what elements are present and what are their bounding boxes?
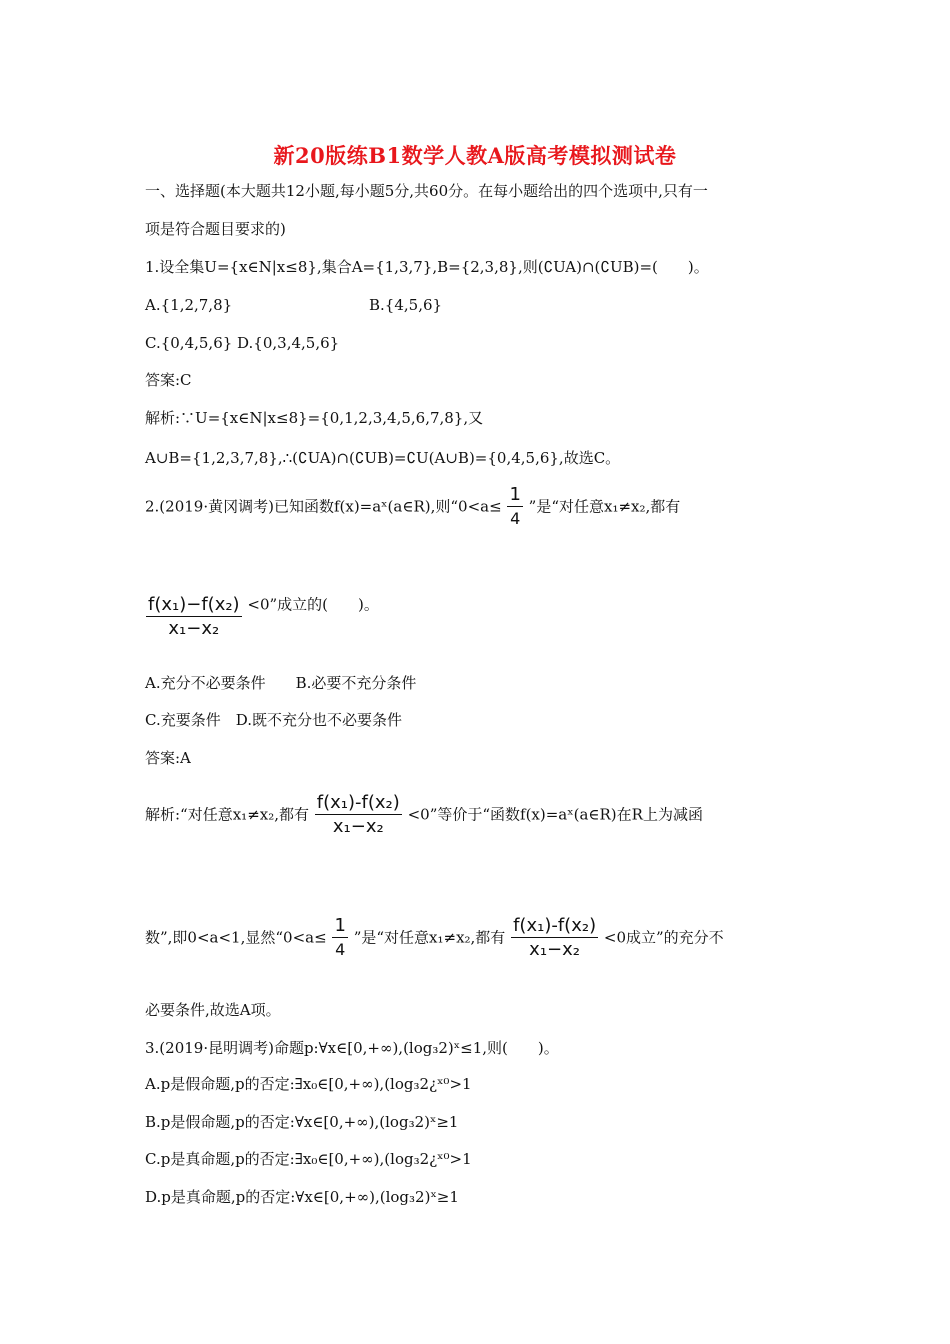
q2-condition-line [145, 594, 379, 641]
q2-analysis2-numerator: f(x₁)-f(x₂) [513, 915, 597, 936]
q2-analysis-numerator: f(x₁)-f(x₂) [316, 792, 400, 813]
q3-stem: 3.(2019·昆明调考)命题p:∀x∈[0,+∞),(log₃2)ˣ≤1,则( )。 [145, 1039, 559, 1057]
q2-options-a-b: A.充分不必要条件 B.必要不充分条件 [145, 674, 417, 692]
q1-answer: 答案:C [145, 371, 192, 389]
q2-analysis2-pre: 数”,即0<a<1,显然“0<a≤ [145, 928, 327, 947]
q1-analysis-line-2: A∪B={1,2,3,7,8},∴(∁UA)∩(∁UB)=∁U(A∪B)={0,4,5,6},故选C。 [145, 449, 621, 467]
q2-answer: 答案:A [145, 749, 191, 767]
q2-condition-denominator: x₁−x₂ [168, 618, 220, 639]
q3-option-a: A.p是假命题,p的否定:∃x₀∈[0,+∞),(log₃2¿ˣ⁰>1 [145, 1075, 472, 1093]
q1-analysis-line-1: 解析:∵U={x∈N|x≤8}={0,1,2,3,4,5,6,7,8},又 [145, 409, 484, 427]
q2-stem-line [145, 484, 680, 531]
q1-options-c-d: C.{0,4,5,6} D.{0,3,4,5,6} [145, 334, 340, 352]
q2-analysis-denominator: x₁−x₂ [332, 816, 384, 837]
q2-stem-pre: 2.(2019·黄冈调考)已知函数f(x)=aˣ(a∈R),则“0<a≤ [145, 497, 502, 516]
q1-option-b: B.{4,5,6} [369, 296, 443, 314]
section-heading-line-2: 项是符合题目要求的) [145, 220, 286, 238]
q2-analysis2-fraction [511, 915, 598, 962]
q2-analysis-line-1 [145, 792, 703, 839]
q2-fraction-numerator: 1 [509, 484, 521, 505]
q2-condition-numerator: f(x₁)−f(x₂) [148, 594, 240, 615]
q1-stem: 1.设全集U={x∈N|x≤8},集合A={1,3,7},B={2,3,8},则(∁UA)∩(∁UB)=( )。 [145, 258, 709, 276]
q2-analysis2-fraction-one-quarter [332, 915, 347, 962]
q2-options-c-d: C.充要条件 D.既不充分也不必要条件 [145, 711, 402, 729]
q2-analysis2-frac-denominator: 4 [335, 940, 346, 959]
q2-fraction-denominator: 4 [510, 509, 521, 528]
q1-option-a: A.{1,2,7,8} [145, 296, 233, 314]
q2-analysis-line-2 [145, 915, 724, 962]
q3-option-c: C.p是真命题,p的否定:∃x₀∈[0,+∞),(log₃2¿ˣ⁰>1 [145, 1150, 472, 1168]
q3-option-b: B.p是假命题,p的否定:∀x∈[0,+∞),(log₃2)ˣ≥1 [145, 1113, 459, 1131]
q2-analysis-line-3: 必要条件,故选A项。 [145, 1001, 281, 1019]
section-heading-line-1: 一、选择题(本大题共12小题,每小题5分,共60分。在每小题给出的四个选项中,只有一 [145, 182, 708, 200]
q2-fraction-one-quarter [507, 484, 522, 531]
q2-analysis-post: <0”等价于“函数f(x)=aˣ(a∈R)在R上为减函 [407, 805, 703, 824]
q2-analysis-pre: 解析:“对任意x₁≠x₂,都有 [145, 805, 310, 824]
q2-analysis-fraction [315, 792, 402, 839]
q3-option-d: D.p是真命题,p的否定:∀x∈[0,+∞),(log₃2)ˣ≥1 [145, 1188, 459, 1206]
q2-analysis2-post: <0成立”的充分不 [603, 928, 724, 947]
q2-analysis2-denominator: x₁−x₂ [529, 939, 580, 960]
q2-analysis2-mid: ”是“对任意x₁≠x₂,都有 [353, 928, 506, 947]
q2-condition-fraction [146, 594, 242, 641]
q2-analysis2-frac-numerator: 1 [334, 915, 346, 936]
q2-stem-post: ”是“对任意x₁≠x₂,都有 [528, 497, 681, 516]
q2-condition-post: <0”成立的( )。 [247, 595, 379, 614]
document-title: 新20版练B1数学人教A版高考模拟测试卷 [273, 143, 677, 168]
